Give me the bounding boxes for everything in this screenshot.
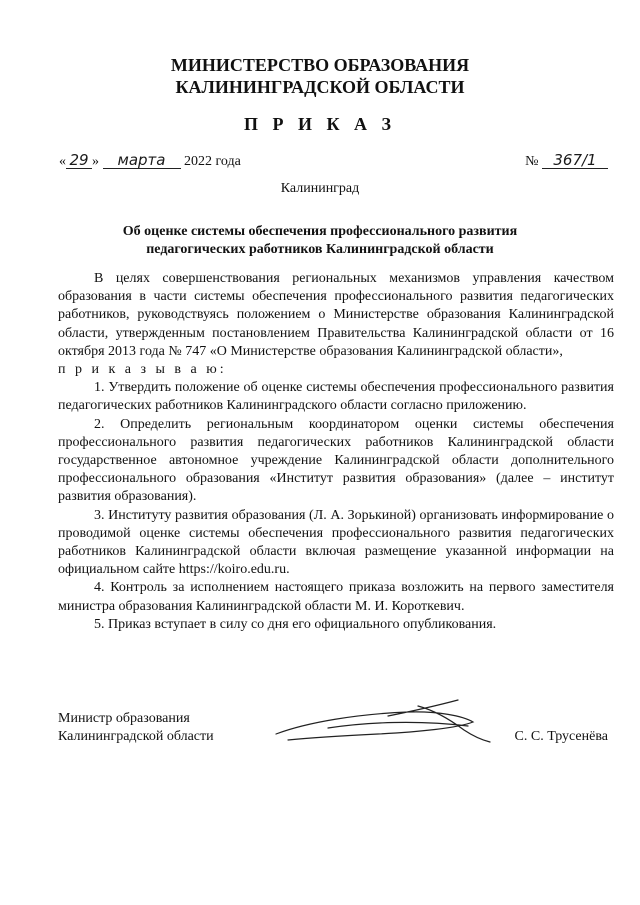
preamble-paragraph: В целях совершенствования региональных механизмов управления качеством образования в части системы обеспечения профессионального развития педагогических работников, руководствуясь положением о Министерстве образования Калининградской области, утвержденным постановлением Правительства Калининградской области от 16 октября 2013 года № 747 «О Министерстве образования Калининградской области»,: [58, 271, 614, 359]
order-year: 2022 года: [184, 154, 241, 169]
document-type-title: П Р И К А З: [243, 114, 397, 134]
order-item-5: 5. Приказ вступает в силу со дня его официального опубликования.: [94, 616, 497, 632]
subject-line-2: педагогических работников Калининградской области: [146, 242, 494, 257]
quote-close: »: [92, 154, 99, 169]
handwritten-signature: [268, 692, 498, 752]
signatory-position: [58, 710, 214, 746]
handwritten-day: 29: [66, 152, 92, 169]
order-number: [525, 152, 608, 170]
handwritten-month: марта: [103, 152, 181, 169]
order-body: [58, 270, 614, 634]
ministry-line-2: КАЛИНИНГРАДСКОЙ ОБЛАСТИ: [175, 77, 465, 97]
order-item-2: 2. Определить региональным координатором оценки системы обеспечения профессионального развития педагогических работников Калининградской области государственное автономное учреждение Калининградской области дополнительного профессионального образования «Институт развития образования» (далее – институт развития образования).: [58, 416, 614, 505]
position-line-1: Министр образования: [58, 711, 190, 726]
ministry-line-1: МИНИСТЕРСТВО ОБРАЗОВАНИЯ: [170, 55, 470, 75]
order-date: [59, 152, 241, 170]
order-subject: [110, 223, 530, 259]
position-line-2: Калининградской области: [58, 729, 214, 744]
subject-line-1: Об оценке системы обеспечения профессионального развития: [122, 224, 518, 239]
number-sign: №: [525, 154, 539, 169]
order-city: Калининград: [280, 181, 360, 196]
ministry-header: [0, 54, 640, 98]
order-item-4: 4. Контроль за исполнением настоящего приказа возложить на первого заместителя министра образования Калининградской области М. И. Короткевич.: [58, 580, 614, 614]
order-item-1: 1. Утвердить положение об оценке системы обеспечения профессионального развития педагогических работников Калининградского области согласно приложению.: [58, 380, 614, 414]
order-item-3: 3. Институту развития образования (Л. А. Зорькиной) организовать информирование о проводимой оценке системы обеспечения профессионального развития педагогических работников Калининградской области включая размещение указанной информации на официальном сайте https://koiro.edu.ru.: [58, 507, 614, 578]
handwritten-number: 367/1: [542, 152, 608, 169]
signatory-name: С. С. Трусенёва: [514, 729, 608, 744]
quote-open: «: [59, 154, 66, 169]
decree-word: п р и к а з ы в а ю:: [58, 362, 227, 378]
